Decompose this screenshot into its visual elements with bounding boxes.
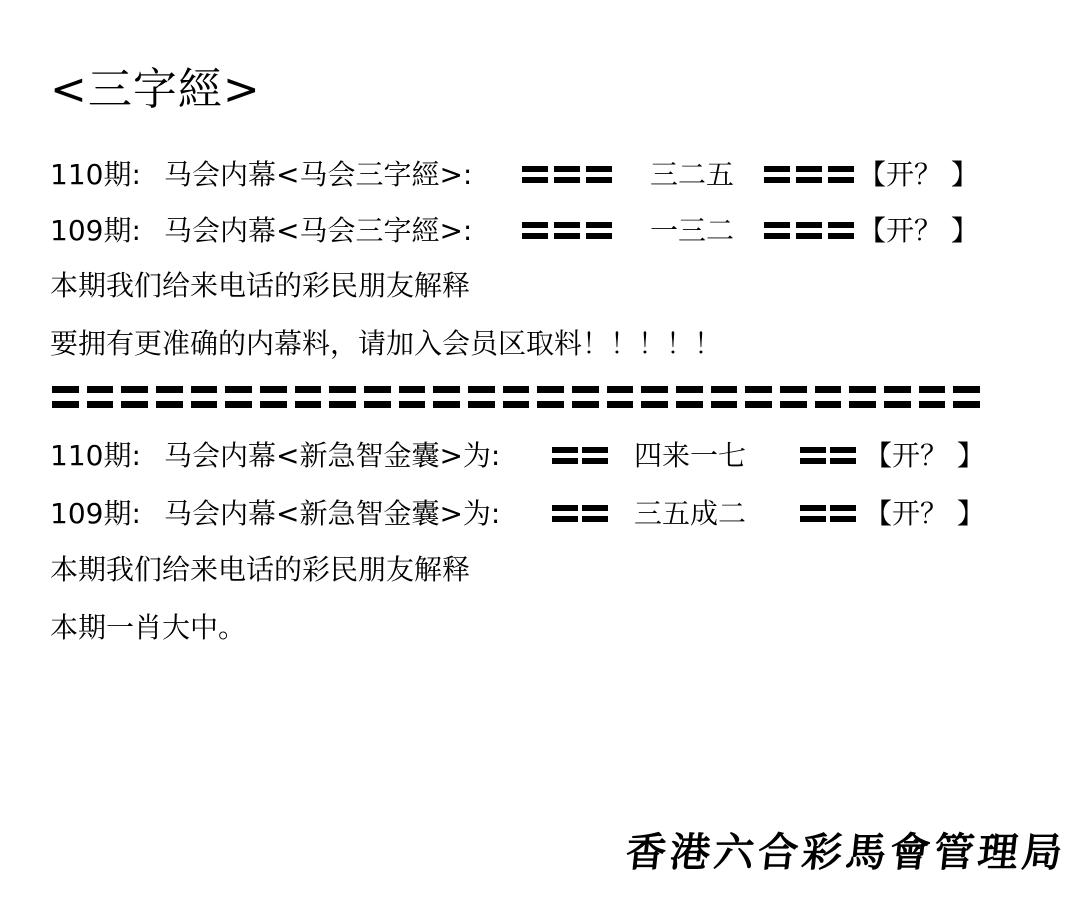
section-divider [52, 383, 988, 413]
row-label: 马会内幕<马会三字經>: [164, 158, 473, 191]
divider-dash [780, 383, 807, 413]
divider-dash [433, 383, 460, 413]
prediction-value: 一三二 [650, 214, 735, 247]
divider-dash [537, 383, 564, 413]
divider-dash [87, 383, 114, 413]
publisher-signature: 香港六合彩馬會管理局 [623, 829, 1069, 876]
row-label: 马会内幕<马会三字經>: [164, 214, 473, 247]
issue-number: 110期: [50, 158, 141, 191]
issue-number: 109期: [50, 214, 141, 247]
divider-dash [399, 383, 426, 413]
divider-dash [919, 383, 946, 413]
row-label: 马会内幕<新急智金囊>为: [164, 497, 501, 530]
result-status: 【开？ 】 [864, 439, 985, 472]
divider-dash [191, 383, 218, 413]
divider-dash [329, 383, 356, 413]
summary-line: 本期一肖大中。 [50, 611, 247, 644]
divider-dash [295, 383, 322, 413]
page-title: <三字經> [50, 64, 261, 115]
divider-dash [676, 383, 703, 413]
divider-dash [745, 383, 772, 413]
prediction-value: 三五成二 [634, 497, 747, 530]
divider-dash [953, 383, 980, 413]
note-line: 本期我们给来电话的彩民朋友解释 [50, 553, 471, 586]
prediction-value: 三二五 [650, 158, 735, 191]
divider-dash [225, 383, 252, 413]
divider-dash [503, 383, 530, 413]
issue-number: 109期: [50, 497, 141, 530]
divider-dash [52, 383, 79, 413]
result-status: 【开？ 】 [864, 497, 985, 530]
prediction-value: 四来一七 [634, 439, 747, 472]
divider-dash [121, 383, 148, 413]
result-status: 【开？ 】 [858, 214, 979, 247]
divider-dash [884, 383, 911, 413]
result-status: 【开？ 】 [858, 158, 979, 191]
divider-dash [849, 383, 876, 413]
divider-dash [641, 383, 668, 413]
divider-dash [260, 383, 287, 413]
divider-dash [364, 383, 391, 413]
row-label: 马会内幕<新急智金囊>为: [164, 439, 501, 472]
note-line: 本期我们给来电话的彩民朋友解释 [50, 269, 471, 302]
divider-dash [156, 383, 183, 413]
divider-dash [468, 383, 495, 413]
divider-dash [711, 383, 738, 413]
divider-dash [572, 383, 599, 413]
issue-number: 110期: [50, 439, 141, 472]
divider-dash [607, 383, 634, 413]
member-promo-line: 要拥有更准确的内幕料，请加入会员区取料！！！！！ [50, 327, 723, 360]
divider-dash [815, 383, 842, 413]
